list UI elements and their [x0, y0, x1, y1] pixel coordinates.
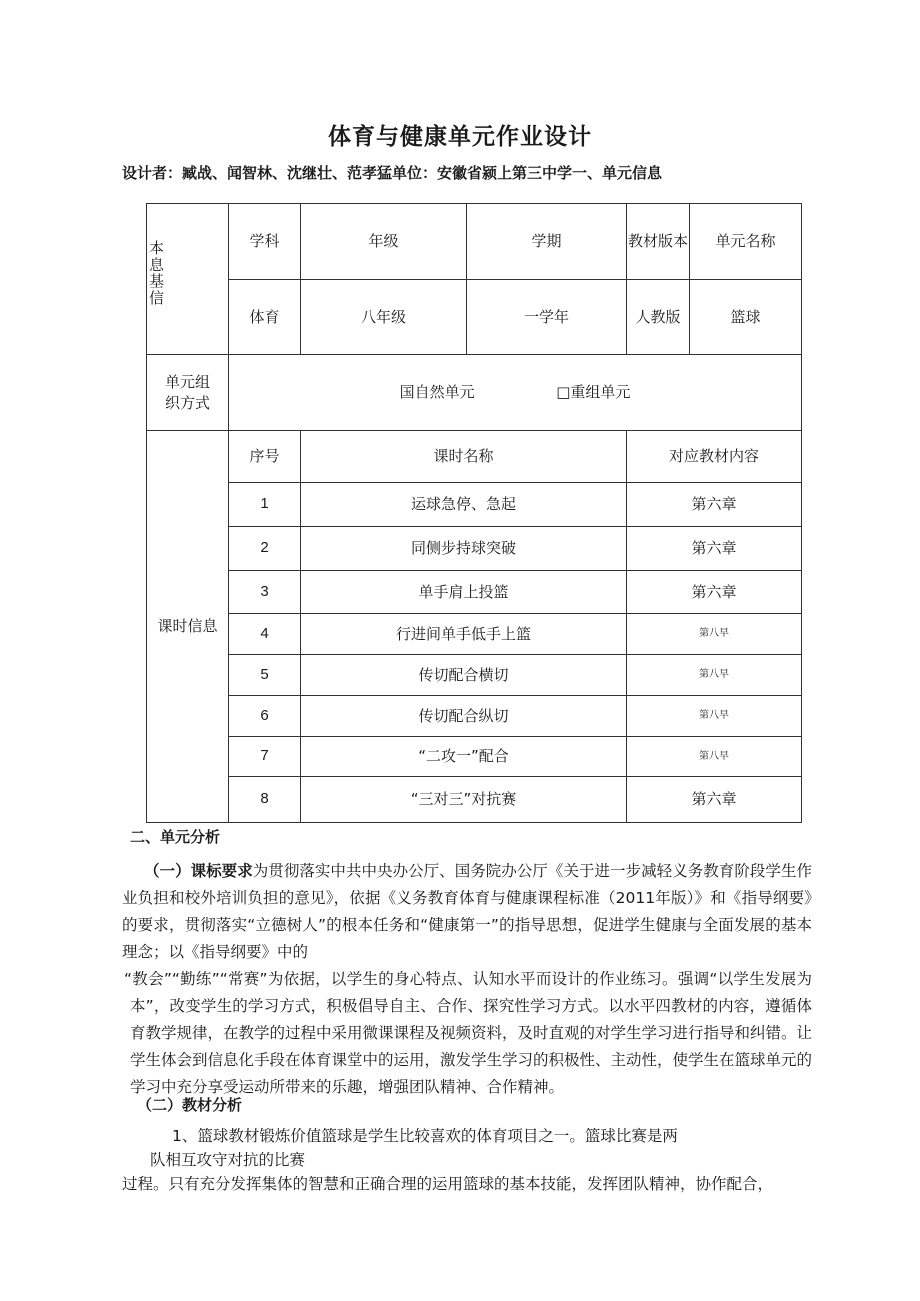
lesson-name: “三对三”对抗赛 — [301, 777, 627, 823]
designer-line: 设计者：臧战、闻智林、沈继壮、范孝猛单位：安徽省颍上第三中学一、单元信息 — [122, 164, 663, 182]
header-subject: 学科 — [229, 204, 301, 280]
lesson-name: 传切配合横切 — [301, 655, 627, 696]
value-term: 一学年 — [467, 280, 627, 355]
lesson-content: 第六章 — [627, 527, 802, 571]
lesson-name: “二攻一”配合 — [301, 737, 627, 777]
lesson-name: 同侧步持球突破 — [301, 527, 627, 571]
lessons-label: 课时信息 — [147, 431, 229, 823]
header-lesson-no: 序号 — [229, 431, 301, 483]
standards-text: 为贯彻落实中共中央办公厅、国务院办公厅《关于进一步减轻义务教育阶段学生作业负担和校外培训负担的意见》，依据《义务教育体育与健康课程标准（2011年版）》和《指导纲要》的要求，贯彻落实“立德树人”的根本任务和“健康第一”的指导思想，促进学生健康与全面发展的基本理念；以《指导纲要》中的 — [122, 862, 812, 961]
lesson-content: 第八早 — [627, 614, 802, 655]
lesson-content: 第八早 — [627, 737, 802, 777]
header-grade: 年级 — [301, 204, 467, 280]
option-regroup-unit: □重组单元 — [556, 383, 631, 402]
lesson-content: 第六章 — [627, 777, 802, 823]
header-lesson-name: 课时名称 — [301, 431, 627, 483]
header-term: 学期 — [467, 204, 627, 280]
header-edition: 教材版本 — [627, 204, 690, 280]
value-edition: 人教版 — [627, 280, 690, 355]
lesson-content: 第八早 — [627, 696, 802, 737]
lesson-name: 传切配合纵切 — [301, 696, 627, 737]
lesson-content: 第六章 — [627, 571, 802, 614]
material-line-1: 1、篮球教材锻炼价值篮球是学生比较喜欢的体育项目之一。篮球比赛是两 — [172, 1127, 678, 1145]
lesson-no: 2 — [229, 527, 301, 571]
page-title: 体育与健康单元作业设计 — [328, 124, 592, 150]
unit-org-options — [229, 355, 802, 431]
lesson-no: 4 — [229, 614, 301, 655]
section-heading-material-analysis: （二）教材分析 — [137, 1096, 243, 1114]
lesson-no: 7 — [229, 737, 301, 777]
lesson-content: 第八早 — [627, 655, 802, 696]
standards-label: （一）课标要求 — [144, 862, 253, 880]
unit-info-table — [146, 203, 802, 823]
material-line-2: 队相互攻守对抗的比赛 — [150, 1151, 306, 1169]
lesson-no: 6 — [229, 696, 301, 737]
lesson-name: 行进间单手低手上篮 — [301, 614, 627, 655]
basic-info-label: 本 息 基 信 — [147, 204, 229, 355]
unit-org-label: 单元组织方式 — [147, 355, 229, 431]
header-lesson-content: 对应教材内容 — [627, 431, 802, 483]
value-grade: 八年级 — [301, 280, 467, 355]
standards-paragraph-cont: “教会”“勤练”“常赛”为依据，以学生的身心特点、认知水平而设计的作业练习。强调“以学生发展为本”，改变学生的学习方式，积极倡导自主、合作、探究性学习方式。以水平四教材的内容，遵循体育教学规律，在教学的过程中采用微课课程及视频资料，及时直观的对学生学习进行指导和纠错。让学生体会到信息化手段在体育课堂中的运用，激发学生学习的积极性、主动性，使学生在篮球单元的学习中充分享受运动所带来的乐趣，增强团队精神、合作精神。 — [124, 970, 813, 1096]
lesson-no: 3 — [229, 571, 301, 614]
lesson-no: 8 — [229, 777, 301, 823]
lesson-no: 1 — [229, 483, 301, 527]
lesson-content: 第六章 — [627, 483, 802, 527]
material-line-3: 过程。只有充分发挥集体的智慧和正确合理的运用篮球的基本技能，发挥团队精神，协作配合， — [122, 1175, 774, 1193]
lesson-name: 单手肩上投篮 — [301, 571, 627, 614]
standards-paragraph — [122, 858, 812, 966]
header-unit-name: 单元名称 — [690, 204, 802, 280]
value-subject: 体育 — [229, 280, 301, 355]
lesson-no: 5 — [229, 655, 301, 696]
lesson-name: 运球急停、急起 — [301, 483, 627, 527]
value-unit-name: 篮球 — [690, 280, 802, 355]
option-natural-unit: 国自然单元 — [399, 383, 475, 402]
section-heading-unit-analysis: 二、单元分析 — [130, 828, 221, 846]
